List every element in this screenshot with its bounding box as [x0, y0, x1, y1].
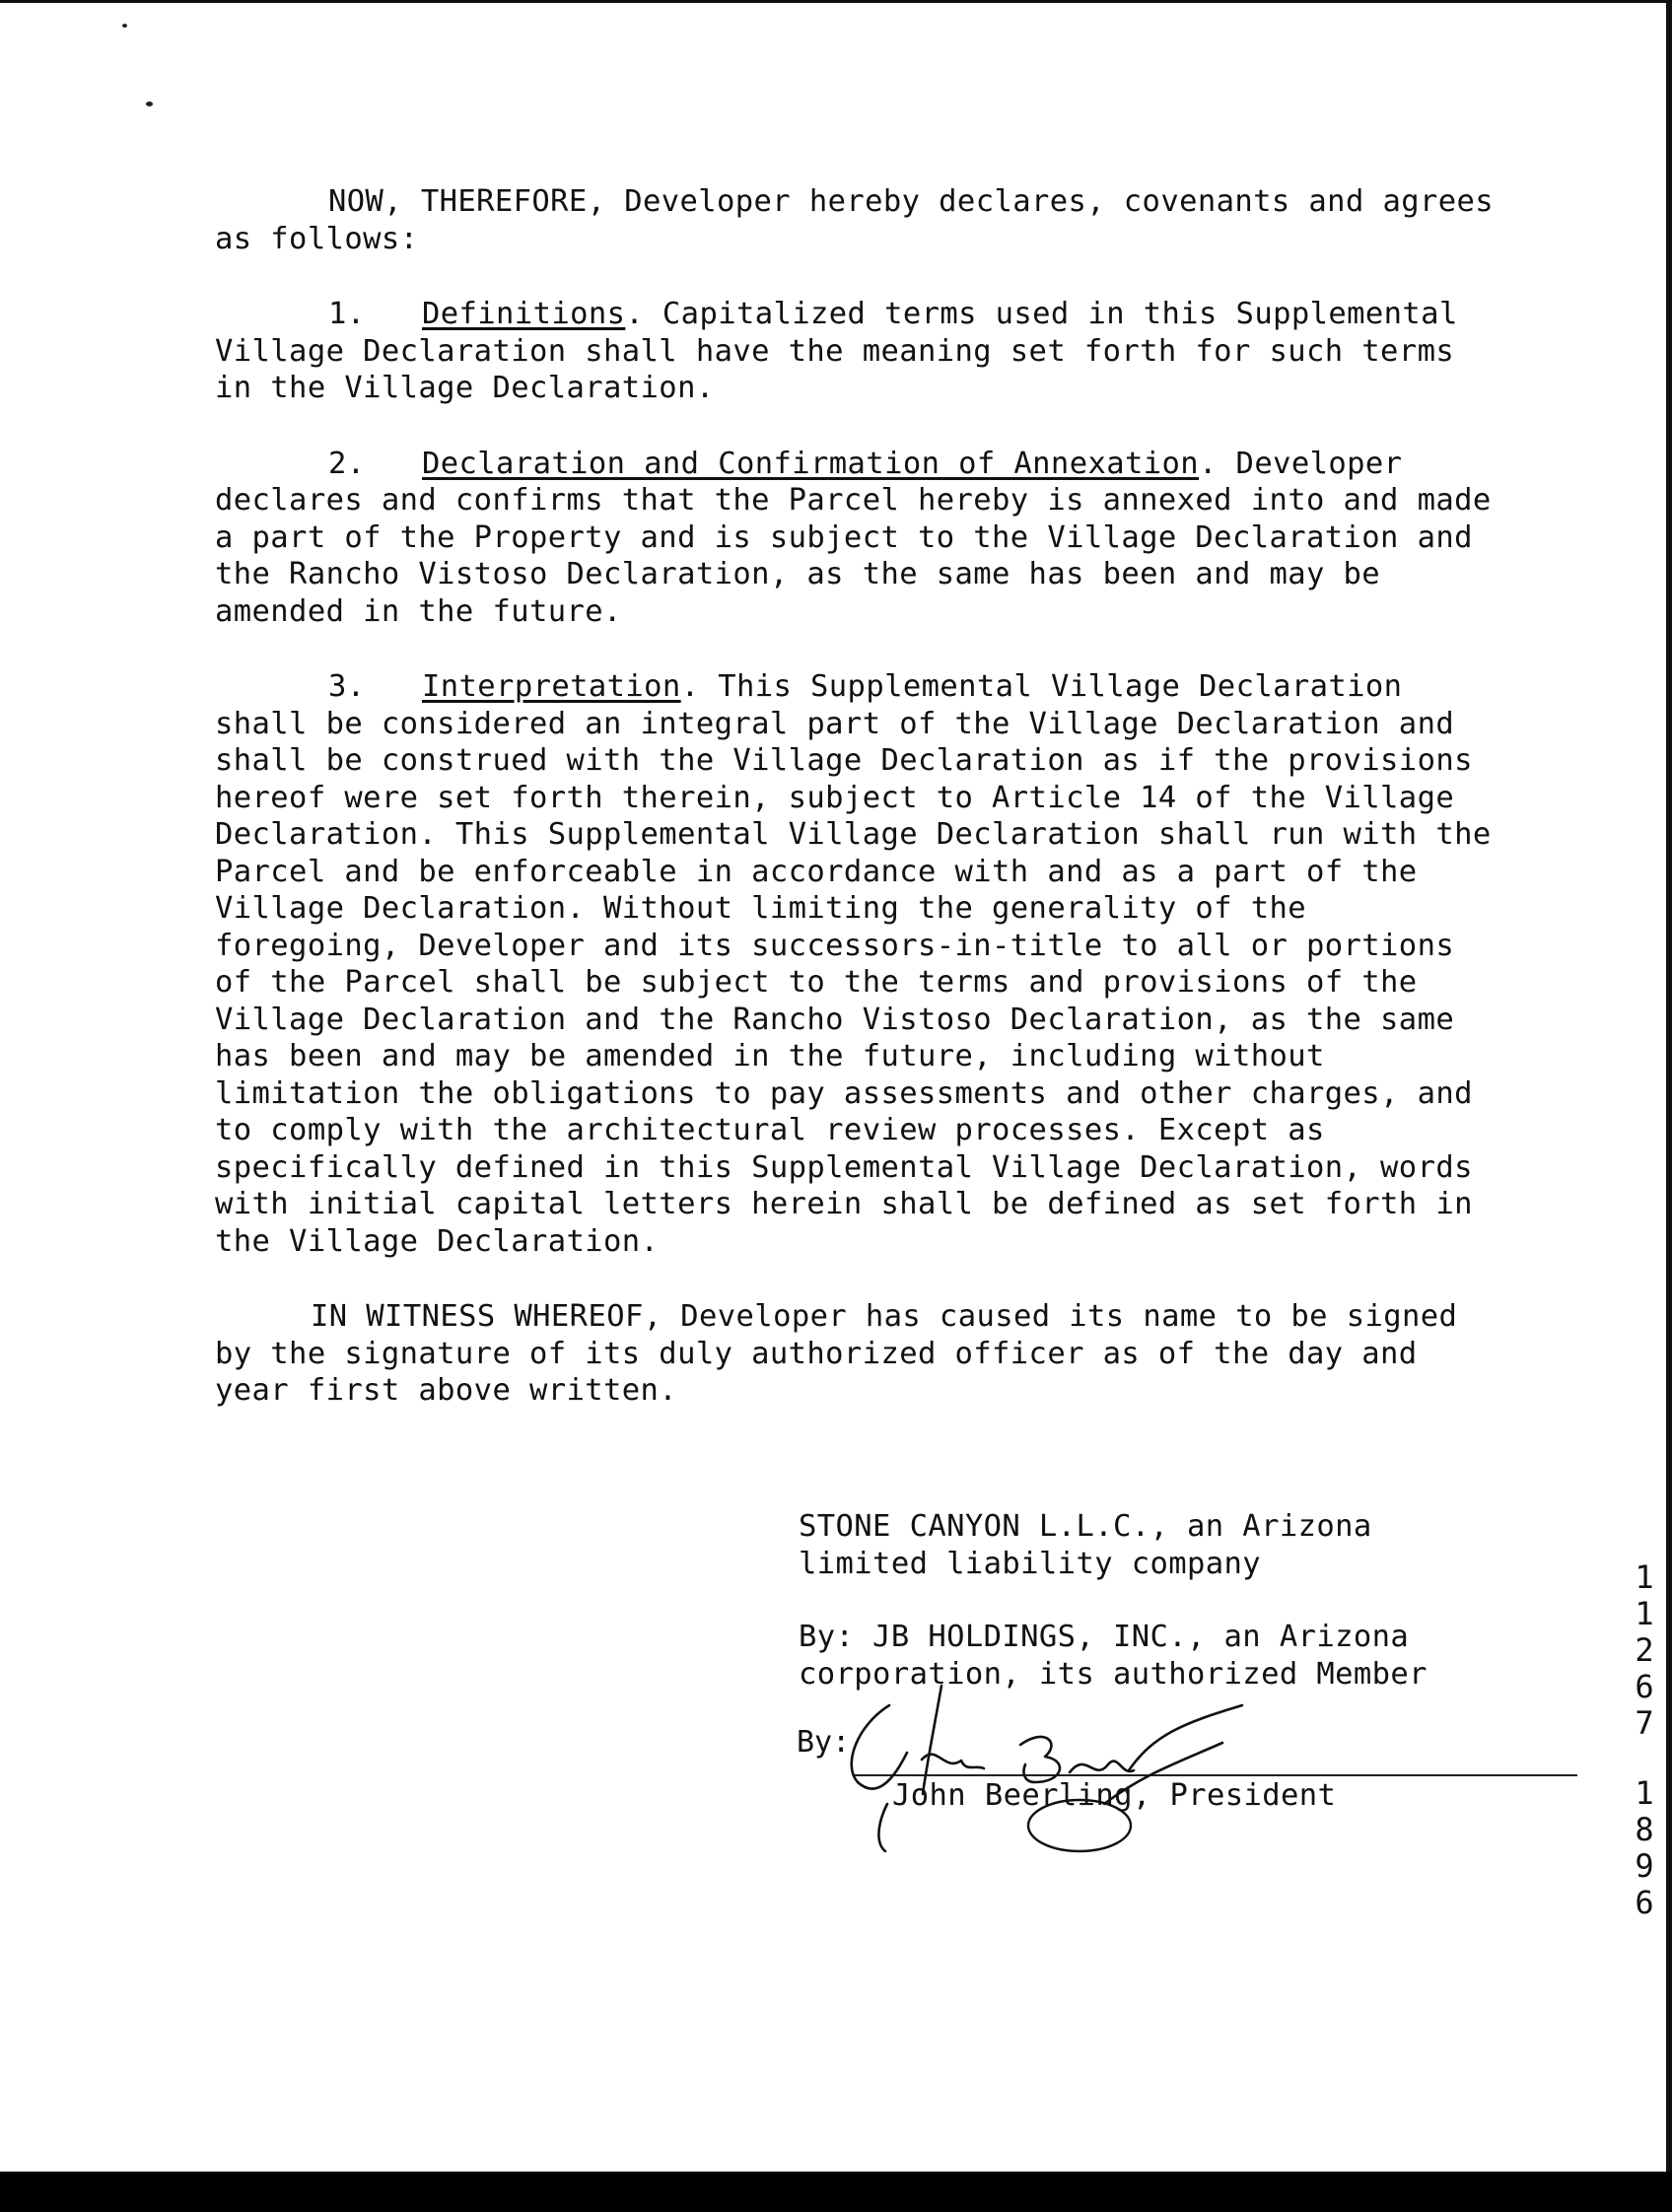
stamp-digit: 6 [1635, 1884, 1654, 1921]
stamp-digit: 8 [1635, 1811, 1654, 1848]
section-text: . Capitalized terms used in this Supplemental Village Declaration shall have the meaning set forth for such terms in the Village Declaration. [215, 297, 1458, 405]
witness-paragraph: IN WITNESS WHEREOF, Developer has caused its name to be signed by the signature of its duly authorized officer as of the day and year first above written. [215, 1299, 1458, 1408]
section-number: 3. [328, 669, 366, 704]
stamp-digit: 1 [1635, 1595, 1654, 1632]
stamp-digit: 1 [1635, 1774, 1654, 1812]
section-text: . Developer declares and confirms that the Parcel hereby is annexed into and made a part of the Property and is subject to the Village Declaration and the Rancho Vistoso Declaration, as the same has been and may be amended in the future. [215, 446, 1492, 629]
stamp-digit: 1 [1635, 1558, 1654, 1596]
section-heading: Definitions [422, 297, 626, 331]
by-label: By: [797, 1725, 851, 1760]
officer-name: John Beerling, President [892, 1778, 1337, 1813]
section-heading: Interpretation [422, 669, 681, 704]
member-line: By: JB HOLDINGS, INC., an Arizona corporation, its authorized Member [799, 1620, 1428, 1692]
section-number: 1. [328, 297, 366, 331]
stamp-digit: 2 [1635, 1631, 1654, 1669]
scan-speck [122, 24, 127, 28]
handwritten-signature [828, 1666, 1282, 1853]
stamp-gap [1625, 1742, 1664, 1775]
company-name: STONE CANYON L.L.C., an Arizona limited liability company [799, 1509, 1372, 1581]
page-bottom-scan-border [0, 2172, 1672, 2212]
stamp-digit: 9 [1635, 1847, 1654, 1885]
stamp-digit: 6 [1635, 1668, 1654, 1705]
recording-stamp [1625, 1559, 1664, 1921]
page-right-edge [1666, 0, 1672, 2212]
section-annexation [215, 446, 1497, 631]
section-definitions [215, 296, 1497, 407]
scan-speck [146, 102, 153, 106]
section-interpretation [215, 668, 1497, 1260]
document-body [215, 183, 1497, 1448]
section-number: 2. [328, 446, 366, 481]
stamp-digit: 7 [1635, 1704, 1654, 1742]
section-text: . This Supplemental Village Declaration shall be considered an integral part of the Village Declaration and shall be construed with the Village Declaration as if the provisions hereof were set forth therein, subject to Article 14 of the Village Declaration. This Supplemental Village Declaration shall run with the Parcel and be enforceable in accordance with and as a part of the Village Declaration. Without limiting the generality of the foregoing, Developer and its successors-in-title to all or portions of the Parcel shall be subject to the terms and provisions of the Village Declaration and the Rancho Vistoso Declaration, as the same has been and may be amended in the future, including without limitation the obligations to pay assessments and other charges, and to comply with the architectural review processes. Except as specifically defined in this Supplemental Village Declaration, words with initial capital letters herein shall be defined as set forth in the Village Declaration. [215, 669, 1492, 1259]
section-heading: Declaration and Confirmation of Annexation [422, 446, 1200, 481]
page-top-edge [0, 0, 1672, 3]
intro-paragraph: NOW, THEREFORE, Developer hereby declares, covenants and agrees as follows: [215, 184, 1495, 256]
